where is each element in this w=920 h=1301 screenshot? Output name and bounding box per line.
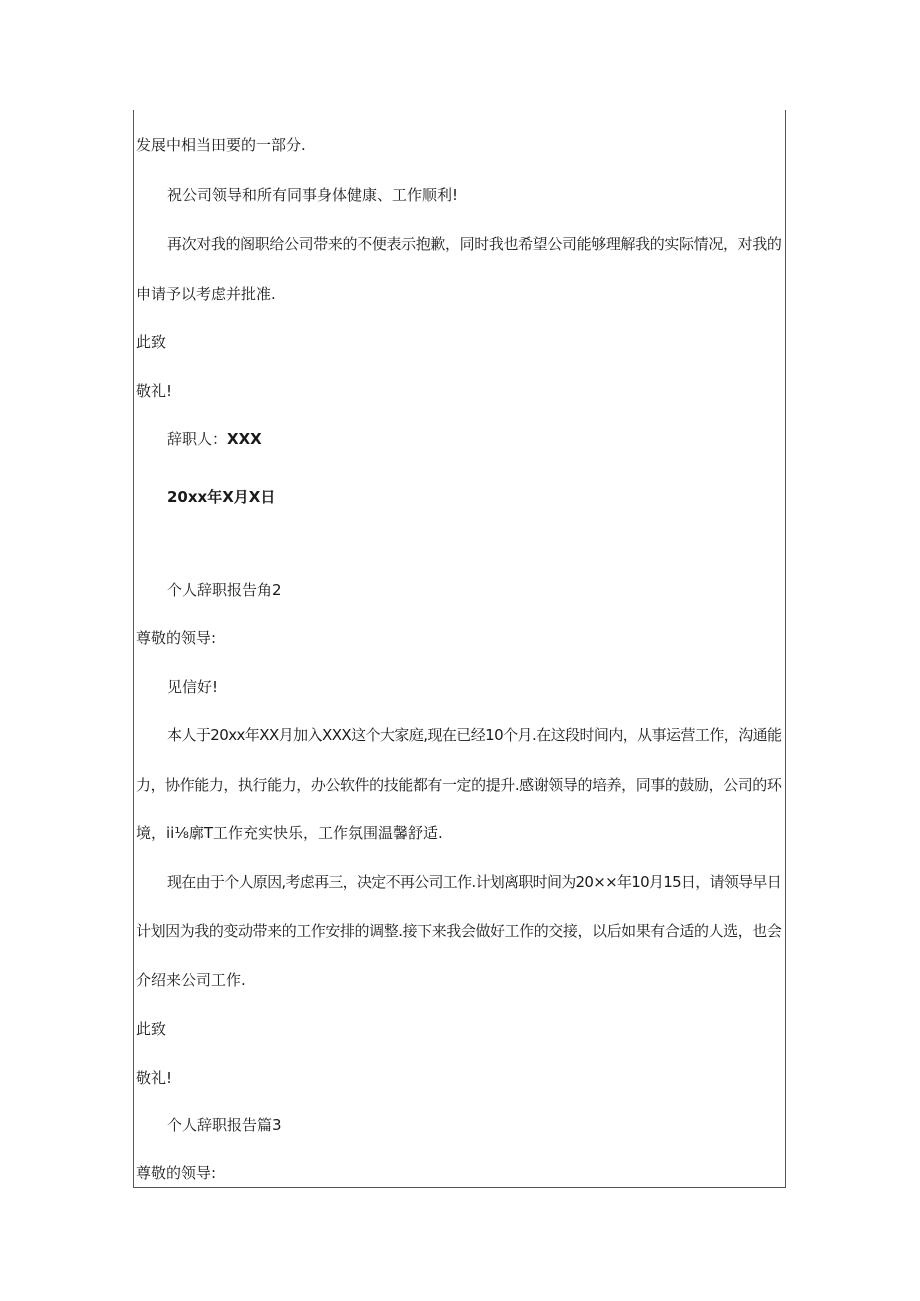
letter2-para2-line1: 现在由于个人原因,考虑再三，决定不再公司工作.计划离职时间为20××年10月15日，请领导早日 [167,873,782,891]
letter2-closing-ci-zhi: 此致 [136,1020,167,1038]
letter2-title: 个人辞职报告角2 [167,581,282,599]
closing-ci-zhi: 此致 [136,333,167,351]
signer-line [167,429,262,449]
letter2-closing-jing-li: 敬礼! [136,1069,173,1087]
wish-line: 祝公司领导和所有同事身体健康、工作顺利! [167,186,459,204]
letter2-para1-line1: 本人于20xx年XX月加入XXX这个大家庭,现在已经10个月.在这段时间内，从事运营工作，沟通能 [167,726,782,744]
signer-name: XXX [227,430,262,448]
letter3-salutation: 尊敬的领导: [136,1164,217,1182]
closing-jing-li: 敬礼! [136,382,173,400]
page-frame [133,110,786,1188]
signer-label: 辞职人： [167,430,228,448]
apology-line-2: 申请予以考虑并批准. [136,285,276,303]
letter-date: 20xx年X月X日 [167,488,276,506]
letter2-para2-line2: 计划因为我的变动带来的工作安排的调整.接下来我会做好工作的交接，以后如果有合适的人选，也会 [136,922,782,940]
letter2-para2-line3: 介绍来公司工作. [136,971,246,989]
letter2-greeting: 见信好! [167,678,219,696]
letter2-para1-line3: 境，ii⅛廓T工作充实快乐，工作氛围温馨舒适. [136,824,443,842]
letter2-para1-line2: 力，协作能力，执行能力，办公软件的技能都有一定的提升.感谢领导的培养，同事的鼓励，公司的环 [136,776,782,794]
apology-line-1: 再次对我的阁职给公司带来的不便表示抱歉，同时我也希望公司能够理解我的实际情况，对我的 [167,235,782,253]
letter3-title: 个人辞职报告篇3 [167,1116,282,1134]
letter2-salutation: 尊敬的领导: [136,629,217,647]
paragraph-end: 发展中相当田要的一部分. [136,136,306,154]
